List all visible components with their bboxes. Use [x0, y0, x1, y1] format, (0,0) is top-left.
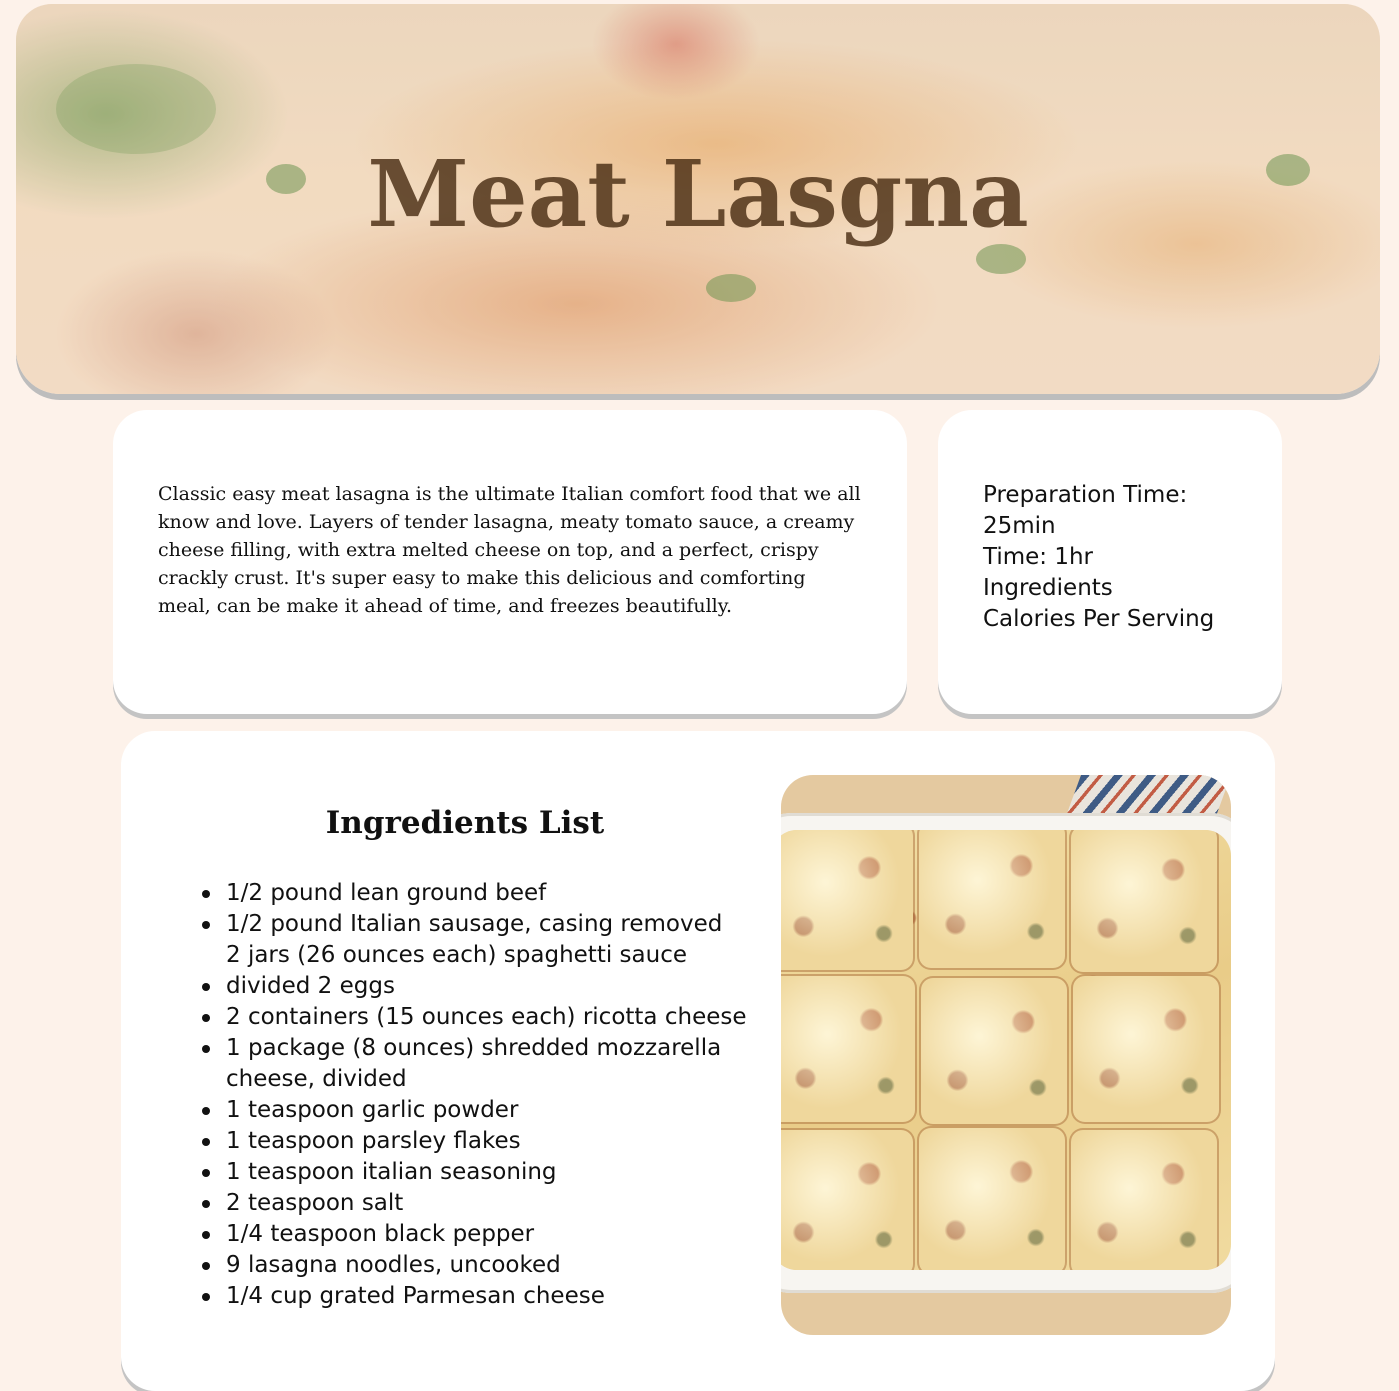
page-title: Meat Lasgna	[367, 140, 1029, 248]
herb-decoration	[706, 274, 756, 302]
list-item: 2 teaspoon salt	[226, 1188, 756, 1219]
ingredients-label: Ingredients	[983, 575, 1113, 601]
bullet-icon	[202, 1014, 210, 1022]
lasagna-square	[919, 1128, 1065, 1270]
bullet-icon	[202, 1200, 210, 1208]
list-item: 1/2 pound Italian sausage, casing removed	[226, 909, 756, 940]
bullet-icon	[202, 1231, 210, 1239]
list-item: 1 teaspoon garlic powder	[226, 1095, 756, 1126]
hero-banner	[16, 4, 1380, 394]
ingredients-list	[226, 878, 756, 1312]
lasagna-square	[781, 976, 915, 1122]
description-card	[113, 410, 907, 714]
list-item: 9 lasagna noodles, uncooked	[226, 1250, 756, 1281]
list-item: 1 teaspoon parsley flakes	[226, 1126, 756, 1157]
list-item: 1/4 cup grated Parmesan cheese	[226, 1281, 756, 1312]
bullet-icon	[202, 1262, 210, 1270]
calories-label: Calories Per Serving	[983, 606, 1215, 632]
bullet-icon	[202, 1169, 210, 1177]
lasagna-square	[1071, 1130, 1217, 1270]
list-item: 1/4 teaspoon black pepper	[226, 1219, 756, 1250]
list-item: 1 teaspoon italian seasoning	[226, 1157, 756, 1188]
total-time: Time: 1hr	[983, 544, 1094, 570]
herb-decoration	[976, 244, 1026, 274]
lasagna-square	[781, 830, 913, 970]
bullet-icon	[202, 890, 210, 898]
list-item: divided 2 eggs	[226, 971, 756, 1002]
lasagna-square	[921, 978, 1067, 1124]
lasagna-photo	[781, 775, 1231, 1335]
bullet-icon	[202, 1045, 210, 1053]
lasagna-square	[1071, 830, 1217, 972]
lasagna-square	[919, 830, 1065, 968]
list-item: 2 containers (15 ounces each) ricotta cheese	[226, 1002, 756, 1033]
bullet-icon	[202, 1107, 210, 1115]
bullet-icon	[202, 921, 210, 929]
list-item: 1 package (8 ounces) shredded mozzarella	[226, 1033, 756, 1064]
description-text: Classic easy meat lasagna is the ultimate Italian comfort food that we all know and love. Layers of tender lasagna, meaty tomato sauce, a creamy cheese filling, with extra melted cheese on top, and a perfect, crispy crackly crust. It's super easy to make this delicious and comforting meal, can be make it ahead of time, and freezes beautifully.	[158, 483, 861, 617]
ingredients-title: Ingredients List	[325, 805, 605, 841]
bullet-icon	[202, 1293, 210, 1301]
list-item-continuation: cheese, divided	[226, 1066, 407, 1092]
bullet-icon	[202, 1138, 210, 1146]
list-item: 1/2 pound lean ground beef	[226, 878, 756, 909]
lasagna-surface	[781, 830, 1231, 1270]
lasagna-square	[1073, 976, 1219, 1122]
info-card	[938, 410, 1282, 714]
prep-time-value: 25min	[983, 513, 1056, 539]
list-item-continuation: 2 jars (26 ounces each) spaghetti sauce	[226, 942, 687, 968]
prep-time-label: Preparation Time:	[983, 482, 1188, 508]
lasagna-square	[781, 1130, 913, 1270]
bullet-icon	[202, 983, 210, 991]
herb-decoration	[56, 64, 216, 154]
